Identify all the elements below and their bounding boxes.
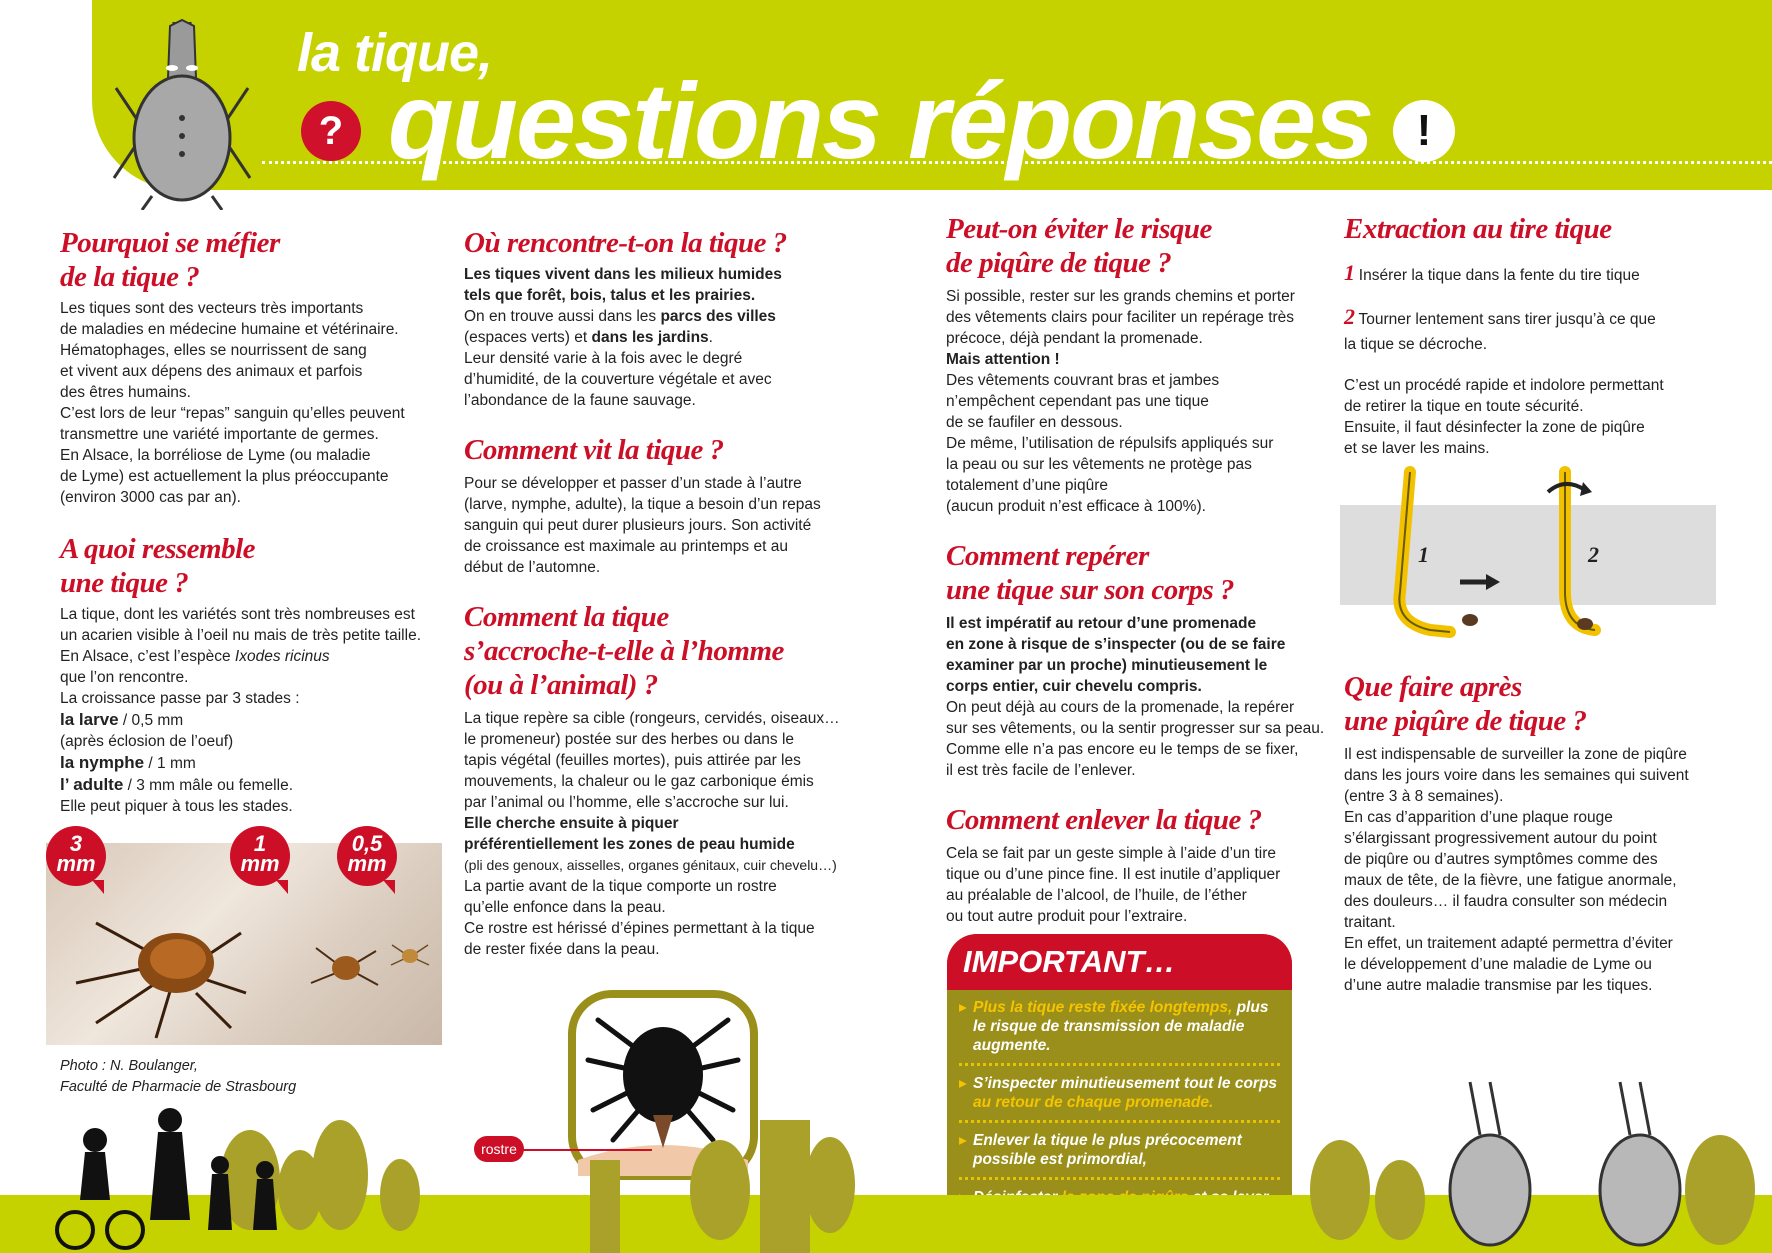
text-line: s’élargissant progressivement autour du point — [1344, 830, 1657, 847]
tick-mascot-icon — [112, 18, 252, 210]
figure-label-2: 2 — [1588, 542, 1599, 567]
text-line: examiner par un proche) minutieusement le — [946, 657, 1268, 674]
section-title-spot: Comment repérer une tique sur son corps ? — [946, 540, 1235, 606]
section-body-where: Les tiques vivent dans les milieux humides tels que forêt, bois, talus et les prairies. On en trouve aussi dans les parcs des villes (espaces verts) et dans les jardins. Leur densité varie à la fois avec le degré d’humidité, de la couverture végétale et avec l’abondance de la faune sauvage. — [464, 266, 782, 409]
text-line: Il est impératif au retour d’une promenade — [946, 615, 1257, 632]
text-line: des êtres humains. — [60, 384, 191, 401]
text-line: de croissance est maximale au printemps et au — [464, 538, 788, 555]
text-line: C’est lors de leur “repas” sanguin qu’elles peuvent — [60, 405, 405, 422]
text-line: de maladies en médecine humaine et vétérinaire. — [60, 321, 399, 338]
text-line: n’empêchent cependant pas une tique — [946, 393, 1209, 410]
text-line: (aucun produit n’est efficace à 100%). — [946, 498, 1206, 515]
text-line: de rester fixée dans la peau. — [464, 941, 660, 958]
text-line: En Alsace, la borréliose de Lyme (ou maladie — [60, 447, 371, 464]
text-line: sanguin qui peut durer plusieurs jours. Son activité — [464, 517, 812, 534]
text-line: début de l’automne. — [464, 559, 601, 576]
text-line: corps entier, cuir chevelu compris. — [946, 678, 1202, 695]
text-line: dans les jours voire dans les semaines qui suivent — [1344, 767, 1689, 784]
text-line: ou tout autre produit pour l’extraire. — [946, 908, 1188, 925]
text-line: de retirer la tique en toute sécurité. — [1344, 398, 1584, 415]
text-line: tapis végétal (feuilles mortes), puis attirée par les — [464, 752, 801, 769]
section-body-spot — [946, 613, 1326, 781]
extraction-step-2: 2 Tourner lentement sans tirer jusqu’à ce que — [1344, 304, 1656, 329]
text-line: mouvements, la chaleur ou le gaz carbonique émis — [464, 773, 814, 790]
text-line: Ensuite, il faut désinfecter la zone de piqûre — [1344, 419, 1645, 436]
section-title-avoid: Peut-on éviter le risque de piqûre de tique ? — [946, 213, 1212, 279]
question-mark-icon: ? — [301, 101, 361, 161]
text-line: traitant. — [1344, 914, 1396, 931]
photo-caption: Photo : N. Boulanger, Faculté de Pharmacie de Strasbourg — [60, 1058, 297, 1095]
text-line: En effet, un traitement adapté permettra d’éviter — [1344, 935, 1673, 952]
section-body-avoid: Si possible, rester sur les grands chemins et porter des vêtements clairs pour faciliter un repérage très précoce, déjà pendant la promenade. Mais attention ! Des vêtements couvrant bras et jambes n’empêchent cependant pas une tique de se faufiler en dessous. De même, l’utilisation de répulsifs appliqués sur la peau ou sur les vêtements ne protège pas totalement d’une piqûre (aucun produit n’est efficace à 100%). — [946, 286, 1326, 517]
text-line: La tique repère sa cible (rongeurs, cervidés, oiseaux… — [464, 710, 840, 727]
section-body-extraction — [1344, 375, 1734, 459]
important-title: IMPORTANT… — [947, 934, 1292, 990]
section-title-why: Pourquoi se méfier de la tique ? — [60, 227, 280, 293]
extraction-step-1: 1 Insérer la tique dans la fente du tire tique — [1344, 260, 1640, 285]
section-title-remove: Comment enlever la tique ? — [946, 804, 1262, 836]
text-line: la peau ou sur les vêtements ne protège pas — [946, 456, 1252, 473]
extraction-step-2-cont: la tique se décroche. — [1344, 336, 1488, 353]
column-1 — [60, 226, 460, 817]
text-line: Pour se développer et passer d’un stade à l’autre — [464, 475, 802, 492]
section-body-after — [1344, 744, 1734, 996]
text-line: Hématophages, elles se nourrissent de sang — [60, 342, 367, 359]
exclamation-mark-icon: ! — [1393, 100, 1455, 162]
landscape-silhouette — [0, 1080, 1772, 1253]
section-title-extraction: Extraction au tire tique — [1344, 213, 1612, 245]
section-title-attach: Comment la tique s’accroche-t-elle à l’homme (ou à l’animal) ? — [464, 601, 784, 701]
important-item-3: ▸ Enlever la tique le plus précocement possible est primordial, — [959, 1123, 1280, 1180]
size-bubble-1mm: 1 mm — [230, 826, 290, 886]
text-line: totalement d’une piqûre — [946, 477, 1109, 494]
text-line: La partie avant de la tique comporte un rostre — [464, 878, 777, 895]
text-line: En cas d’apparition d’une plaque rouge — [1344, 809, 1613, 826]
text-line: des douleurs… il faudra consulter son médecin — [1344, 893, 1668, 910]
text-line: Les tiques sont des vecteurs très importants — [60, 300, 364, 317]
column-3 — [946, 212, 1326, 927]
section-body-why — [60, 298, 460, 508]
text-line: au préalable de l’alcool, de l’huile, de l’éther — [946, 887, 1247, 904]
text-line: De même, l’utilisation de répulsifs appliqués sur — [946, 435, 1274, 452]
text-line: Des vêtements couvrant bras et jambes — [946, 372, 1220, 389]
section-body-remove — [946, 843, 1326, 927]
text-line: de Lyme) est actuellement la plus préoccupante — [60, 468, 389, 485]
page-title: questions réponses — [388, 60, 1373, 181]
column-4-bottom — [1344, 670, 1734, 996]
text-line: tique ou d’une pince fine. Il est inutile d’appliquer — [946, 866, 1281, 883]
text-line: qu’elle enfonce dans la peau. — [464, 899, 666, 916]
section-title-life: Comment vit la tique ? — [464, 434, 724, 466]
text-line: (larve, nymphe, adulte), la tique a besoin d’un repas — [464, 496, 821, 513]
text-line: et se laver les mains. — [1344, 440, 1490, 457]
size-bubble-3mm: 3 mm — [46, 826, 106, 886]
text-line: le promeneur) postée sur des herbes ou dans le — [464, 731, 795, 748]
tick-remover-illustration — [1340, 462, 1716, 642]
text-line: Si possible, rester sur les grands chemins et porter — [946, 288, 1295, 305]
text-line: (entre 3 à 8 semaines). — [1344, 788, 1504, 805]
text-line: de se faufiler en dessous. — [946, 414, 1123, 431]
text-line: Comme elle n’a pas encore eu le temps de se fixer, — [946, 741, 1299, 758]
text-line: et vivent aux dépens des animaux et parfois — [60, 363, 363, 380]
text-line: C’est un procédé rapide et indolore permettant — [1344, 377, 1664, 394]
section-title-looks: A quoi ressemble une tique ? — [60, 533, 256, 599]
title-small: la tique, — [297, 23, 493, 83]
section-body-looks: La tique, dont les variétés sont très nombreuses est un acarien visible à l’oeil nu mais de très petite taille. En Alsace, c’est l’espèce Ixodes ricinus que l’on rencontre. La croissance passe par 3 stades : la larve / 0,5 mm (après éclosion de l’oeuf) la nymphe / 1 mm l’ adulte / 3 mm mâle ou femelle. Elle peut piquer à tous les stades. — [60, 606, 421, 815]
text-line: précoce, déjà pendant la promenade. — [946, 330, 1203, 347]
column-2 — [464, 226, 864, 960]
important-item-1: ▸ Plus la tique reste fixée longtemps, plus le risque de transmission de maladie augmente. — [959, 990, 1280, 1066]
text-line: de piqûre ou d’autres symptômes comme des — [1344, 851, 1658, 868]
text-line: maux de tête, de la fièvre, une fatigue anormale, — [1344, 872, 1677, 889]
important-item-2: ▸ S’inspecter minutieusement tout le corps au retour de chaque promenade. — [959, 1066, 1280, 1123]
size-bubble-05mm: 0,5 mm — [337, 826, 397, 886]
rostre-label: rostre — [474, 1136, 524, 1162]
text-line: sur ses vêtements, ou la sentir progresser sur sa peau. — [946, 720, 1325, 737]
section-body-attach: La tique repère sa cible (rongeurs, cervidés, oiseaux… le promeneur) postée sur des herbes ou dans le tapis végétal (feuilles mortes), puis attirée par les mouvements, la chaleur ou le gaz carbonique émis par l’animal ou l’homme, elle s’accroche sur lui. Elle cherche ensuite à piquer préférentiellement les zones de peau humide (pli des genoux, aisselles, organes génitaux, cuir chevelu…) La partie avant de la tique comporte un rostre qu’elle enfonce dans la peau. Ce rostre est hérissé d’épines permettant à la tique de rester fixée dans la peau. — [464, 708, 864, 960]
text-line: d’une autre maladie transmise par les tiques. — [1344, 977, 1653, 994]
text-line: en zone à risque de s’inspecter (ou de se faire — [946, 636, 1286, 653]
text-line: Cela se fait par un geste simple à l’aide d’un tire — [946, 845, 1276, 862]
section-title-where: Où rencontre-t-on la tique ? — [464, 227, 787, 259]
text-line: (environ 3000 cas par an). — [60, 489, 241, 506]
section-title-after: Que faire après une piqûre de tique ? — [1344, 671, 1587, 737]
text-line: des vêtements clairs pour faciliter un repérage très — [946, 309, 1295, 326]
text-line: il est très facile de l’enlever. — [946, 762, 1136, 779]
text-line: par l’animal ou l’homme, elle s’accroche sur lui. — [464, 794, 789, 811]
text-line: Ce rostre est hérissé d’épines permettant à la tique — [464, 920, 815, 937]
section-body-life — [464, 473, 864, 578]
text-line: Il est indispensable de surveiller la zone de piqûre — [1344, 746, 1687, 763]
figure-label-1: 1 — [1418, 542, 1429, 567]
text-line: le développement d’une maladie de Lyme ou — [1344, 956, 1652, 973]
column-4 — [1344, 212, 1734, 459]
text-line: On peut déjà au cours de la promenade, la repérer — [946, 699, 1295, 716]
text-line: transmettre une variété importante de germes. — [60, 426, 379, 443]
